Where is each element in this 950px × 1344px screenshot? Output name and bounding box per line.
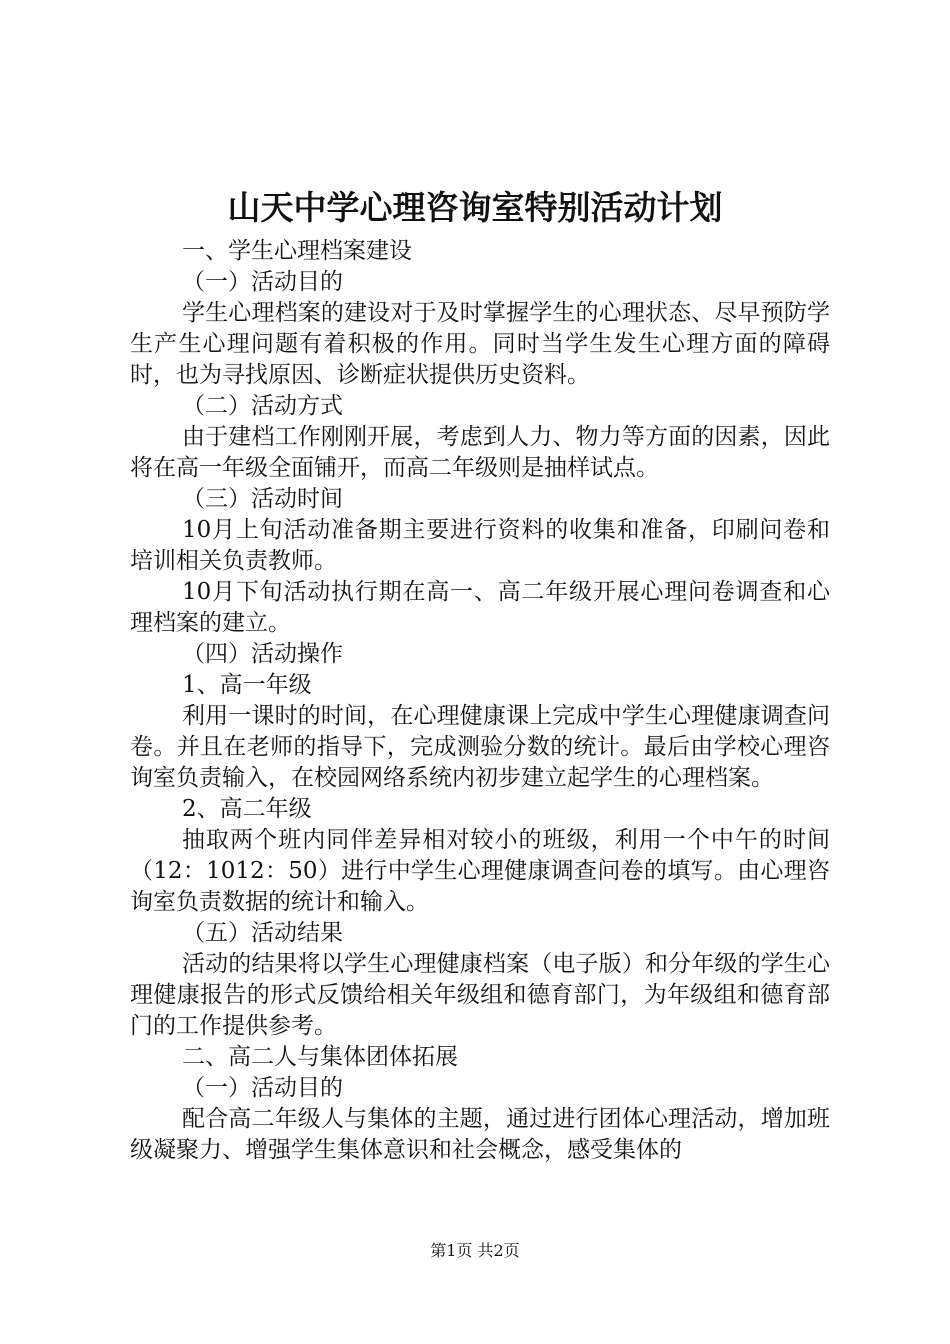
subheading-time: （三）活动时间 — [182, 486, 343, 512]
subheading-result: （五）活动结果 — [182, 920, 343, 946]
subheading-grade-one: 1、高一年级 — [182, 672, 312, 698]
paragraph-time-early-october: 10月上旬活动准备期主要进行资料的收集和准备，印刷问卷和培训相关负责教师。 — [130, 517, 830, 574]
document-body — [130, 236, 830, 1166]
paragraph-method: 由于建档工作刚刚开展，考虑到人力、物力等方面的因素，因此将在高一年级全面铺开，而高二年级则是抽样试点。 — [130, 424, 830, 481]
subheading-operation: （四）活动操作 — [182, 641, 343, 667]
subheading-method: （二）活动方式 — [182, 393, 343, 419]
subheading-purpose-2: （一）活动目的 — [182, 1075, 343, 1101]
subheading-grade-two: 2、高二年级 — [182, 796, 312, 822]
paragraph-time-late-october: 10月下旬活动执行期在高一、高二年级开展心理问卷调查和心理档案的建立。 — [130, 579, 830, 636]
page-footer: 第1页 共2页 — [430, 1241, 520, 1260]
paragraph-grade-one: 利用一课时的时间，在心理健康课上完成中学生心理健康调查问卷。并且在老师的指导下，完成测验分数的统计。最后由学校心理咨询室负责输入，在校园网络系统内初步建立起学生的心理档案。 — [130, 703, 830, 791]
document-title: 山天中学心理咨询室特别活动计划 — [227, 188, 723, 227]
subheading-purpose: （一）活动目的 — [182, 269, 343, 295]
paragraph-grade-two: 抽取两个班内同伴差异相对较小的班级，利用一个中午的时间（12：1012：50）进行中学生心理健康调查问卷的填写。由心理咨询室负责数据的统计和输入。 — [130, 827, 830, 915]
section-heading-1: 一、学生心理档案建设 — [182, 238, 412, 264]
paragraph-purpose: 学生心理档案的建设对于及时掌握学生的心理状态、尽早预防学生产生心理问题有着积极的作用。同时当学生发生心理方面的障碍时，也为寻找原因、诊断症状提供历史资料。 — [130, 300, 830, 388]
paragraph-purpose-2: 配合高二年级人与集体的主题，通过进行团体心理活动，增加班级凝聚力、增强学生集体意识和社会概念，感受集体的 — [130, 1106, 830, 1163]
section-heading-2: 二、高二人与集体团体拓展 — [182, 1044, 458, 1070]
paragraph-result: 活动的结果将以学生心理健康档案（电子版）和分年级的学生心理健康报告的形式反馈给相关年级组和德育部门，为年级组和德育部门的工作提供参考。 — [130, 951, 830, 1039]
